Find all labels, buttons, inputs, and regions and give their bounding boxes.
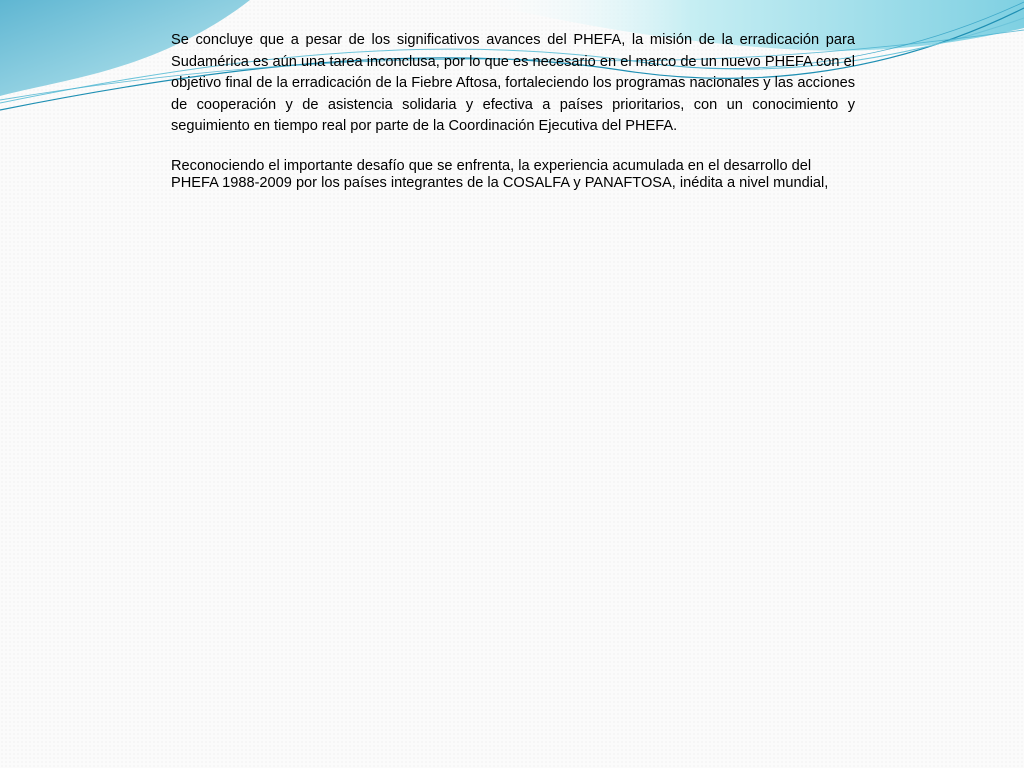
paragraph-recognition: Reconociendo el importante desafío que se enfrenta, la experiencia acumulada en el desarrollo del PHEFA 1988-2009 por los países integrantes de la COSALFA y PANAFTOSA, inédita a nivel mundial, <box>171 157 829 192</box>
paragraph-conclusion: Se concluye que a pesar de los significativos avances del PHEFA, la misión de la erradicación para Sudamérica es aún una tarea inconclusa, por lo que es necesario en el marco de un nuevo PHEFA con el objetivo final de la erradicación de la Fiebre Aftosa, fortaleciendo los programas nacionales y las acciones de cooperación y de asistencia solidaria y efectiva a países prioritarios, con un conocimiento y seguimiento en tiempo real por parte de la Coordinación Ejecutiva del PHEFA. <box>171 32 855 135</box>
text-block <box>171 30 855 192</box>
